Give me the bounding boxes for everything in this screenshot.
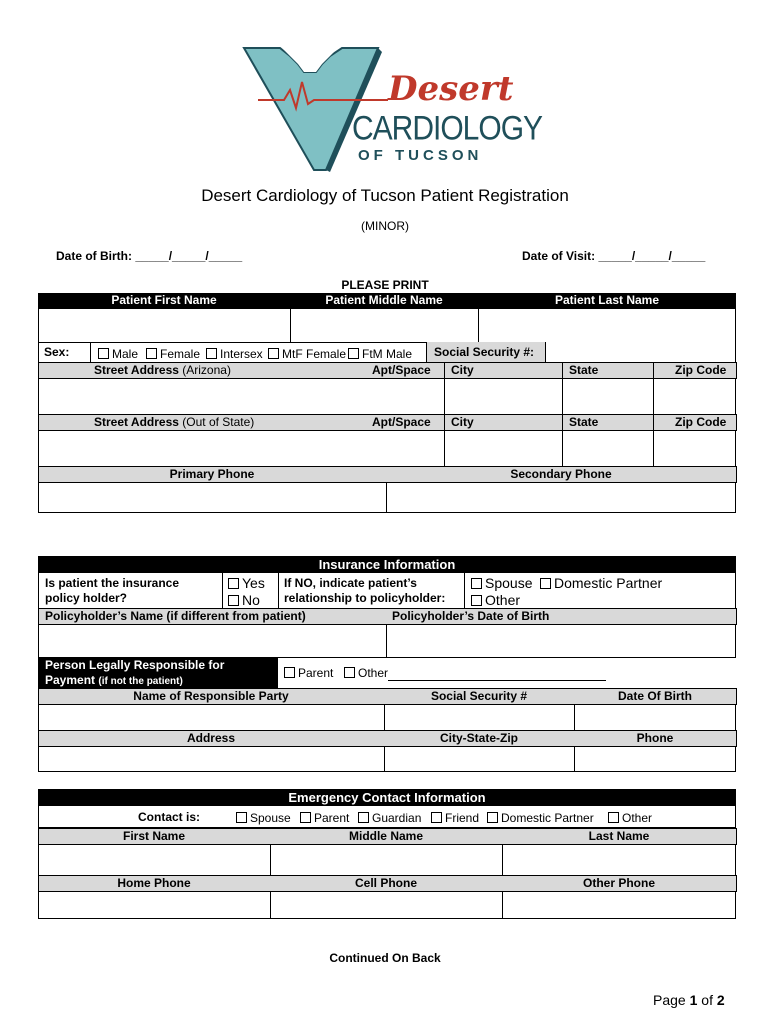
street-az-label: Street Address (Arizona) (94, 363, 231, 377)
other-phone-label: Other Phone (582, 876, 655, 890)
contact-is-label: Contact is: (138, 810, 201, 824)
contact-guardian-option[interactable]: Guardian (358, 811, 421, 826)
responsible-phone-input[interactable] (574, 746, 736, 772)
responsible-address-label: Address (186, 731, 236, 745)
checkbox[interactable] (608, 812, 619, 823)
policyholder-name-label: Policyholder’s Name (if different from patient) (45, 609, 306, 623)
street-oos-input[interactable] (39, 431, 443, 467)
emergency-first-label: First Name (122, 829, 186, 843)
patient-last-name-label: Patient Last Name (554, 293, 660, 307)
responsible-name-label: Name of Responsible Party (133, 689, 289, 703)
checkbox[interactable] (344, 667, 355, 678)
contact-friend-option[interactable]: Friend (431, 811, 479, 826)
sex-option-mtf[interactable]: MtF Female (268, 347, 346, 362)
relationship-partner-option[interactable]: Domestic Partner (540, 575, 662, 592)
contact-partner-option[interactable]: Domestic Partner (487, 811, 594, 826)
checkbox[interactable] (284, 667, 295, 678)
emergency-middle-input[interactable] (270, 844, 503, 876)
patient-middle-name-label: Patient Middle Name (325, 293, 443, 307)
emergency-middle-label: Middle Name (348, 829, 423, 843)
city-oos-input[interactable] (445, 431, 561, 467)
logo-word-of-tucson: OF TUCSON (358, 147, 483, 164)
state-az-label: State (569, 363, 599, 377)
responsible-phone-label: Phone (636, 731, 674, 745)
emergency-first-input[interactable] (38, 844, 271, 876)
emergency-last-input[interactable] (502, 844, 736, 876)
dob-blank: _____/_____/_____ (135, 249, 243, 263)
apt-az-label: Apt/Space (372, 363, 431, 377)
zip-az-label: Zip Code (675, 363, 727, 377)
checkbox[interactable] (206, 348, 217, 359)
emergency-header: Emergency Contact Information (38, 789, 736, 806)
sex-option-male[interactable]: Male (98, 347, 138, 362)
responsible-other-option[interactable]: Other (344, 666, 606, 681)
relationship-other-option[interactable]: Other (471, 592, 520, 609)
responsible-name-input[interactable] (38, 704, 385, 732)
relationship-question: If NO, indicate patient’s relationship to policyholder: (284, 576, 446, 605)
checkbox[interactable] (228, 595, 239, 606)
page-title: Desert Cardiology of Tucson Patient Registration (201, 186, 569, 205)
sex-label: Sex: (44, 345, 70, 359)
cell-phone-label: Cell Phone (354, 876, 417, 890)
checkbox[interactable] (98, 348, 109, 359)
responsible-ssn-label: Social Security # (430, 689, 528, 703)
patient-middle-name-input[interactable] (290, 308, 479, 343)
ssn-label: Social Security #: (434, 345, 535, 359)
responsible-ssn-input[interactable] (384, 704, 575, 732)
checkbox[interactable] (146, 348, 157, 359)
street-az-input[interactable] (39, 379, 443, 415)
logo-word-desert: Desert (388, 69, 514, 109)
visit-date-blank: _____/_____/_____ (598, 249, 706, 263)
relationship-spouse-option[interactable]: Spouse (471, 575, 532, 592)
holder-yes-option[interactable]: Yes (228, 575, 265, 592)
other-underline[interactable] (388, 668, 606, 681)
city-az-label: City (451, 363, 474, 377)
logo-word-cardiology: CARDIOLOGY (352, 109, 543, 148)
secondary-phone-label: Secondary Phone (510, 467, 612, 481)
secondary-phone-input[interactable] (386, 482, 736, 513)
checkbox[interactable] (228, 578, 239, 589)
contact-other-option[interactable]: Other (608, 811, 652, 826)
state-az-input[interactable] (563, 379, 652, 415)
responsible-dob-label: Date Of Birth (617, 689, 692, 703)
holder-no-option[interactable]: No (228, 592, 260, 609)
city-oos-label: City (451, 415, 474, 429)
please-print-note: PLEASE PRINT (341, 278, 429, 292)
insurance-header: Insurance Information (38, 556, 736, 573)
primary-phone-label: Primary Phone (169, 467, 255, 481)
zip-az-input[interactable] (654, 379, 735, 415)
page-number: Page 1 of 2 (653, 992, 725, 1008)
primary-phone-input[interactable] (38, 482, 387, 513)
checkbox[interactable] (348, 348, 359, 359)
checkbox[interactable] (300, 812, 311, 823)
checkbox[interactable] (487, 812, 498, 823)
dob-label: Date of Birth: (56, 249, 132, 263)
cell-phone-input[interactable] (270, 891, 503, 919)
state-oos-input[interactable] (563, 431, 652, 467)
responsible-party-label: Person Legally Responsible for Payment (if not the patient) (38, 657, 278, 689)
other-phone-input[interactable] (502, 891, 736, 919)
contact-spouse-option[interactable]: Spouse (236, 811, 291, 826)
contact-parent-option[interactable]: Parent (300, 811, 349, 826)
responsible-address-input[interactable] (38, 746, 385, 772)
emergency-last-label: Last Name (588, 829, 650, 843)
policyholder-dob-input[interactable] (386, 624, 736, 658)
responsible-city-label: City-State-Zip (440, 731, 518, 745)
zip-oos-label: Zip Code (675, 415, 727, 429)
responsible-dob-input[interactable] (574, 704, 736, 732)
responsible-parent-option[interactable]: Parent (284, 666, 333, 681)
checkbox[interactable] (471, 578, 482, 589)
patient-last-name-input[interactable] (478, 308, 736, 343)
state-oos-label: State (569, 415, 599, 429)
checkbox[interactable] (471, 595, 482, 606)
sex-option-female[interactable]: Female (146, 347, 200, 362)
patient-first-name-label: Patient First Name (111, 293, 217, 307)
checkbox[interactable] (540, 578, 551, 589)
continued-on-back: Continued On Back (329, 951, 441, 965)
patient-first-name-input[interactable] (38, 308, 291, 343)
page-subtitle: (MINOR) (361, 219, 409, 233)
checkbox[interactable] (358, 812, 369, 823)
zip-oos-input[interactable] (654, 431, 735, 467)
checkbox[interactable] (268, 348, 279, 359)
sex-option-ftm[interactable]: FtM Male (348, 347, 412, 362)
apt-oos-label: Apt/Space (372, 415, 431, 429)
visit-date-field[interactable] (522, 249, 705, 264)
dob-field[interactable] (56, 249, 242, 264)
city-az-input[interactable] (445, 379, 561, 415)
holder-question: Is patient the insurance policy holder? (45, 576, 180, 605)
visit-date-label: Date of Visit: (522, 249, 596, 263)
policyholder-name-input[interactable] (38, 624, 387, 658)
ssn-input[interactable] (546, 342, 736, 363)
logo (238, 42, 543, 172)
street-oos-label: Street Address (Out of State) (94, 415, 255, 429)
sex-option-intersex[interactable]: Intersex (206, 347, 263, 362)
checkbox[interactable] (236, 812, 247, 823)
home-phone-input[interactable] (38, 891, 271, 919)
policyholder-dob-label: Policyholder’s Date of Birth (392, 609, 550, 623)
checkbox[interactable] (431, 812, 442, 823)
responsible-city-input[interactable] (384, 746, 575, 772)
home-phone-label: Home Phone (117, 876, 191, 890)
